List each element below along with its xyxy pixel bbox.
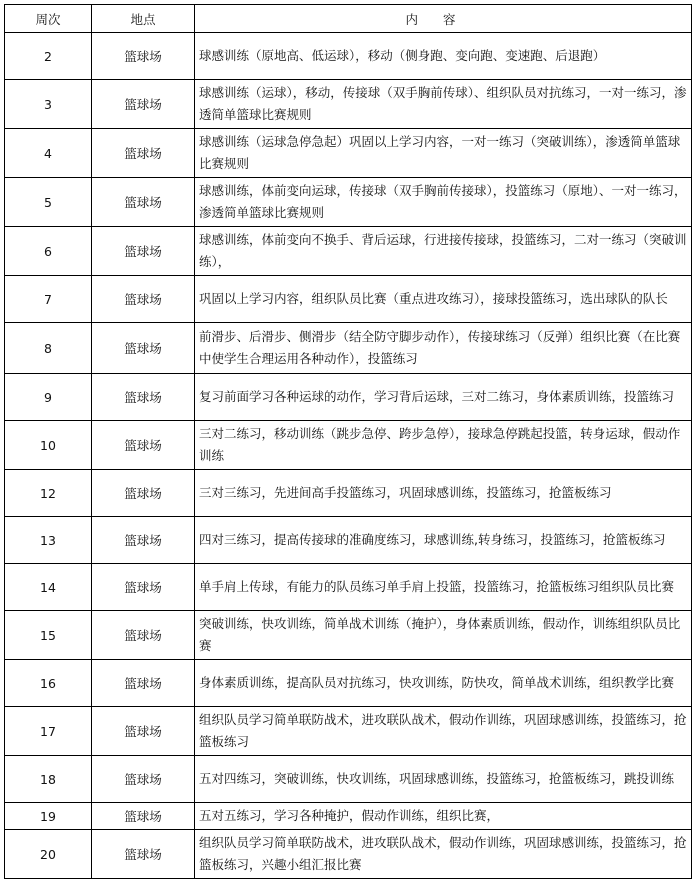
place-cell: 篮球场 <box>92 707 195 756</box>
place-cell: 篮球场 <box>92 323 195 374</box>
week-cell: 20 <box>5 830 92 879</box>
place-cell: 篮球场 <box>92 421 195 470</box>
table-row <box>5 227 692 276</box>
content-cell: 三对三练习，先进间高手投篮练习，巩固球感训练，投篮练习，抢篮板练习 <box>195 470 692 517</box>
header-place: 地点 <box>92 5 195 33</box>
table-row <box>5 129 692 178</box>
week-cell: 12 <box>5 470 92 517</box>
table-row <box>5 470 692 517</box>
table-row <box>5 660 692 707</box>
week-cell: 8 <box>5 323 92 374</box>
content-cell: 三对二练习，移动训练（跳步急停、跨步急停），接球急停跳起投篮，转身运球，假动作训练 <box>195 421 692 470</box>
week-cell: 3 <box>5 80 92 129</box>
place-cell: 篮球场 <box>92 564 195 611</box>
content-cell: 五对四练习，突破训练，快攻训练，巩固球感训练，投篮练习，抢篮板练习，跳投训练 <box>195 756 692 803</box>
table-row <box>5 517 692 564</box>
table-row <box>5 830 692 879</box>
table-row <box>5 421 692 470</box>
week-cell: 19 <box>5 803 92 830</box>
week-cell: 18 <box>5 756 92 803</box>
table-row <box>5 707 692 756</box>
content-cell: 组织队员学习简单联防战术，进攻联队战术，假动作训练，巩固球感训练，投篮练习，抢篮板练习 <box>195 707 692 756</box>
place-cell: 篮球场 <box>92 470 195 517</box>
content-cell: 复习前面学习各种运球的动作，学习背后运球，三对二练习，身体素质训练，投篮练习 <box>195 374 692 421</box>
table-row <box>5 803 692 830</box>
table-row <box>5 80 692 129</box>
week-cell: 4 <box>5 129 92 178</box>
week-cell: 16 <box>5 660 92 707</box>
place-cell: 篮球场 <box>92 756 195 803</box>
place-cell: 篮球场 <box>92 374 195 421</box>
table-row <box>5 374 692 421</box>
place-cell: 篮球场 <box>92 276 195 323</box>
week-cell: 5 <box>5 178 92 227</box>
week-cell: 17 <box>5 707 92 756</box>
content-cell: 突破训练，快攻训练，简单战术训练（掩护），身体素质训练，假动作，训练组织队员比赛 <box>195 611 692 660</box>
content-cell: 前滑步、后滑步、侧滑步（结全防守脚步动作），传接球练习（反弹）组织比赛（在比赛中使学生合理运用各种动作），投篮练习 <box>195 323 692 374</box>
header-content: 内容 <box>195 5 692 33</box>
week-cell: 2 <box>5 33 92 80</box>
content-cell: 单手肩上传球，有能力的队员练习单手肩上投篮，投篮练习，抢篮板练习组织队员比赛 <box>195 564 692 611</box>
content-cell: 球感训练（运球急停急起）巩固以上学习内容，一对一练习（突破训练），渗透简单篮球比赛规则 <box>195 129 692 178</box>
place-cell: 篮球场 <box>92 660 195 707</box>
training-schedule-table <box>4 4 692 879</box>
place-cell: 篮球场 <box>92 33 195 80</box>
content-cell: 组织队员学习简单联防战术，进攻联队战术，假动作训练，巩固球感训练，投篮练习，抢篮板练习，兴趣小组汇报比赛 <box>195 830 692 879</box>
content-cell: 五对五练习，学习各种掩护，假动作训练，组织比赛， <box>195 803 692 830</box>
place-cell: 篮球场 <box>92 611 195 660</box>
week-cell: 7 <box>5 276 92 323</box>
week-cell: 14 <box>5 564 92 611</box>
place-cell: 篮球场 <box>92 227 195 276</box>
place-cell: 篮球场 <box>92 80 195 129</box>
place-cell: 篮球场 <box>92 178 195 227</box>
table-row <box>5 323 692 374</box>
table-row <box>5 611 692 660</box>
content-cell: 球感训练（运球），移动，传接球（双手胸前传球）、组织队员对抗练习，一对一练习，渗透简单篮球比赛规则 <box>195 80 692 129</box>
header-row <box>5 5 692 33</box>
table-row <box>5 33 692 80</box>
table-row <box>5 178 692 227</box>
place-cell: 篮球场 <box>92 517 195 564</box>
place-cell: 篮球场 <box>92 830 195 879</box>
table-row <box>5 564 692 611</box>
week-cell: 15 <box>5 611 92 660</box>
content-cell: 身体素质训练，提高队员对抗练习，快攻训练，防快攻，简单战术训练，组织教学比赛 <box>195 660 692 707</box>
place-cell: 篮球场 <box>92 129 195 178</box>
week-cell: 10 <box>5 421 92 470</box>
header-week: 周次 <box>5 5 92 33</box>
week-cell: 6 <box>5 227 92 276</box>
content-cell: 巩固以上学习内容，组织队员比赛（重点进攻练习），接球投篮练习，选出球队的队长 <box>195 276 692 323</box>
content-cell: 球感训练，体前变向运球，传接球（双手胸前传接球），投篮练习（原地）、一对一练习，渗透简单篮球比赛规则 <box>195 178 692 227</box>
week-cell: 13 <box>5 517 92 564</box>
table-row <box>5 756 692 803</box>
content-cell: 四对三练习，提高传接球的准确度练习，球感训练,转身练习，投篮练习，抢篮板练习 <box>195 517 692 564</box>
content-cell: 球感训练，体前变向不换手、背后运球，行进接传接球，投篮练习，二对一练习（突破训练）， <box>195 227 692 276</box>
place-cell: 篮球场 <box>92 803 195 830</box>
table-row <box>5 276 692 323</box>
content-cell: 球感训练（原地高、低运球），移动（侧身跑、变向跑、变速跑、后退跑） <box>195 33 692 80</box>
week-cell: 9 <box>5 374 92 421</box>
